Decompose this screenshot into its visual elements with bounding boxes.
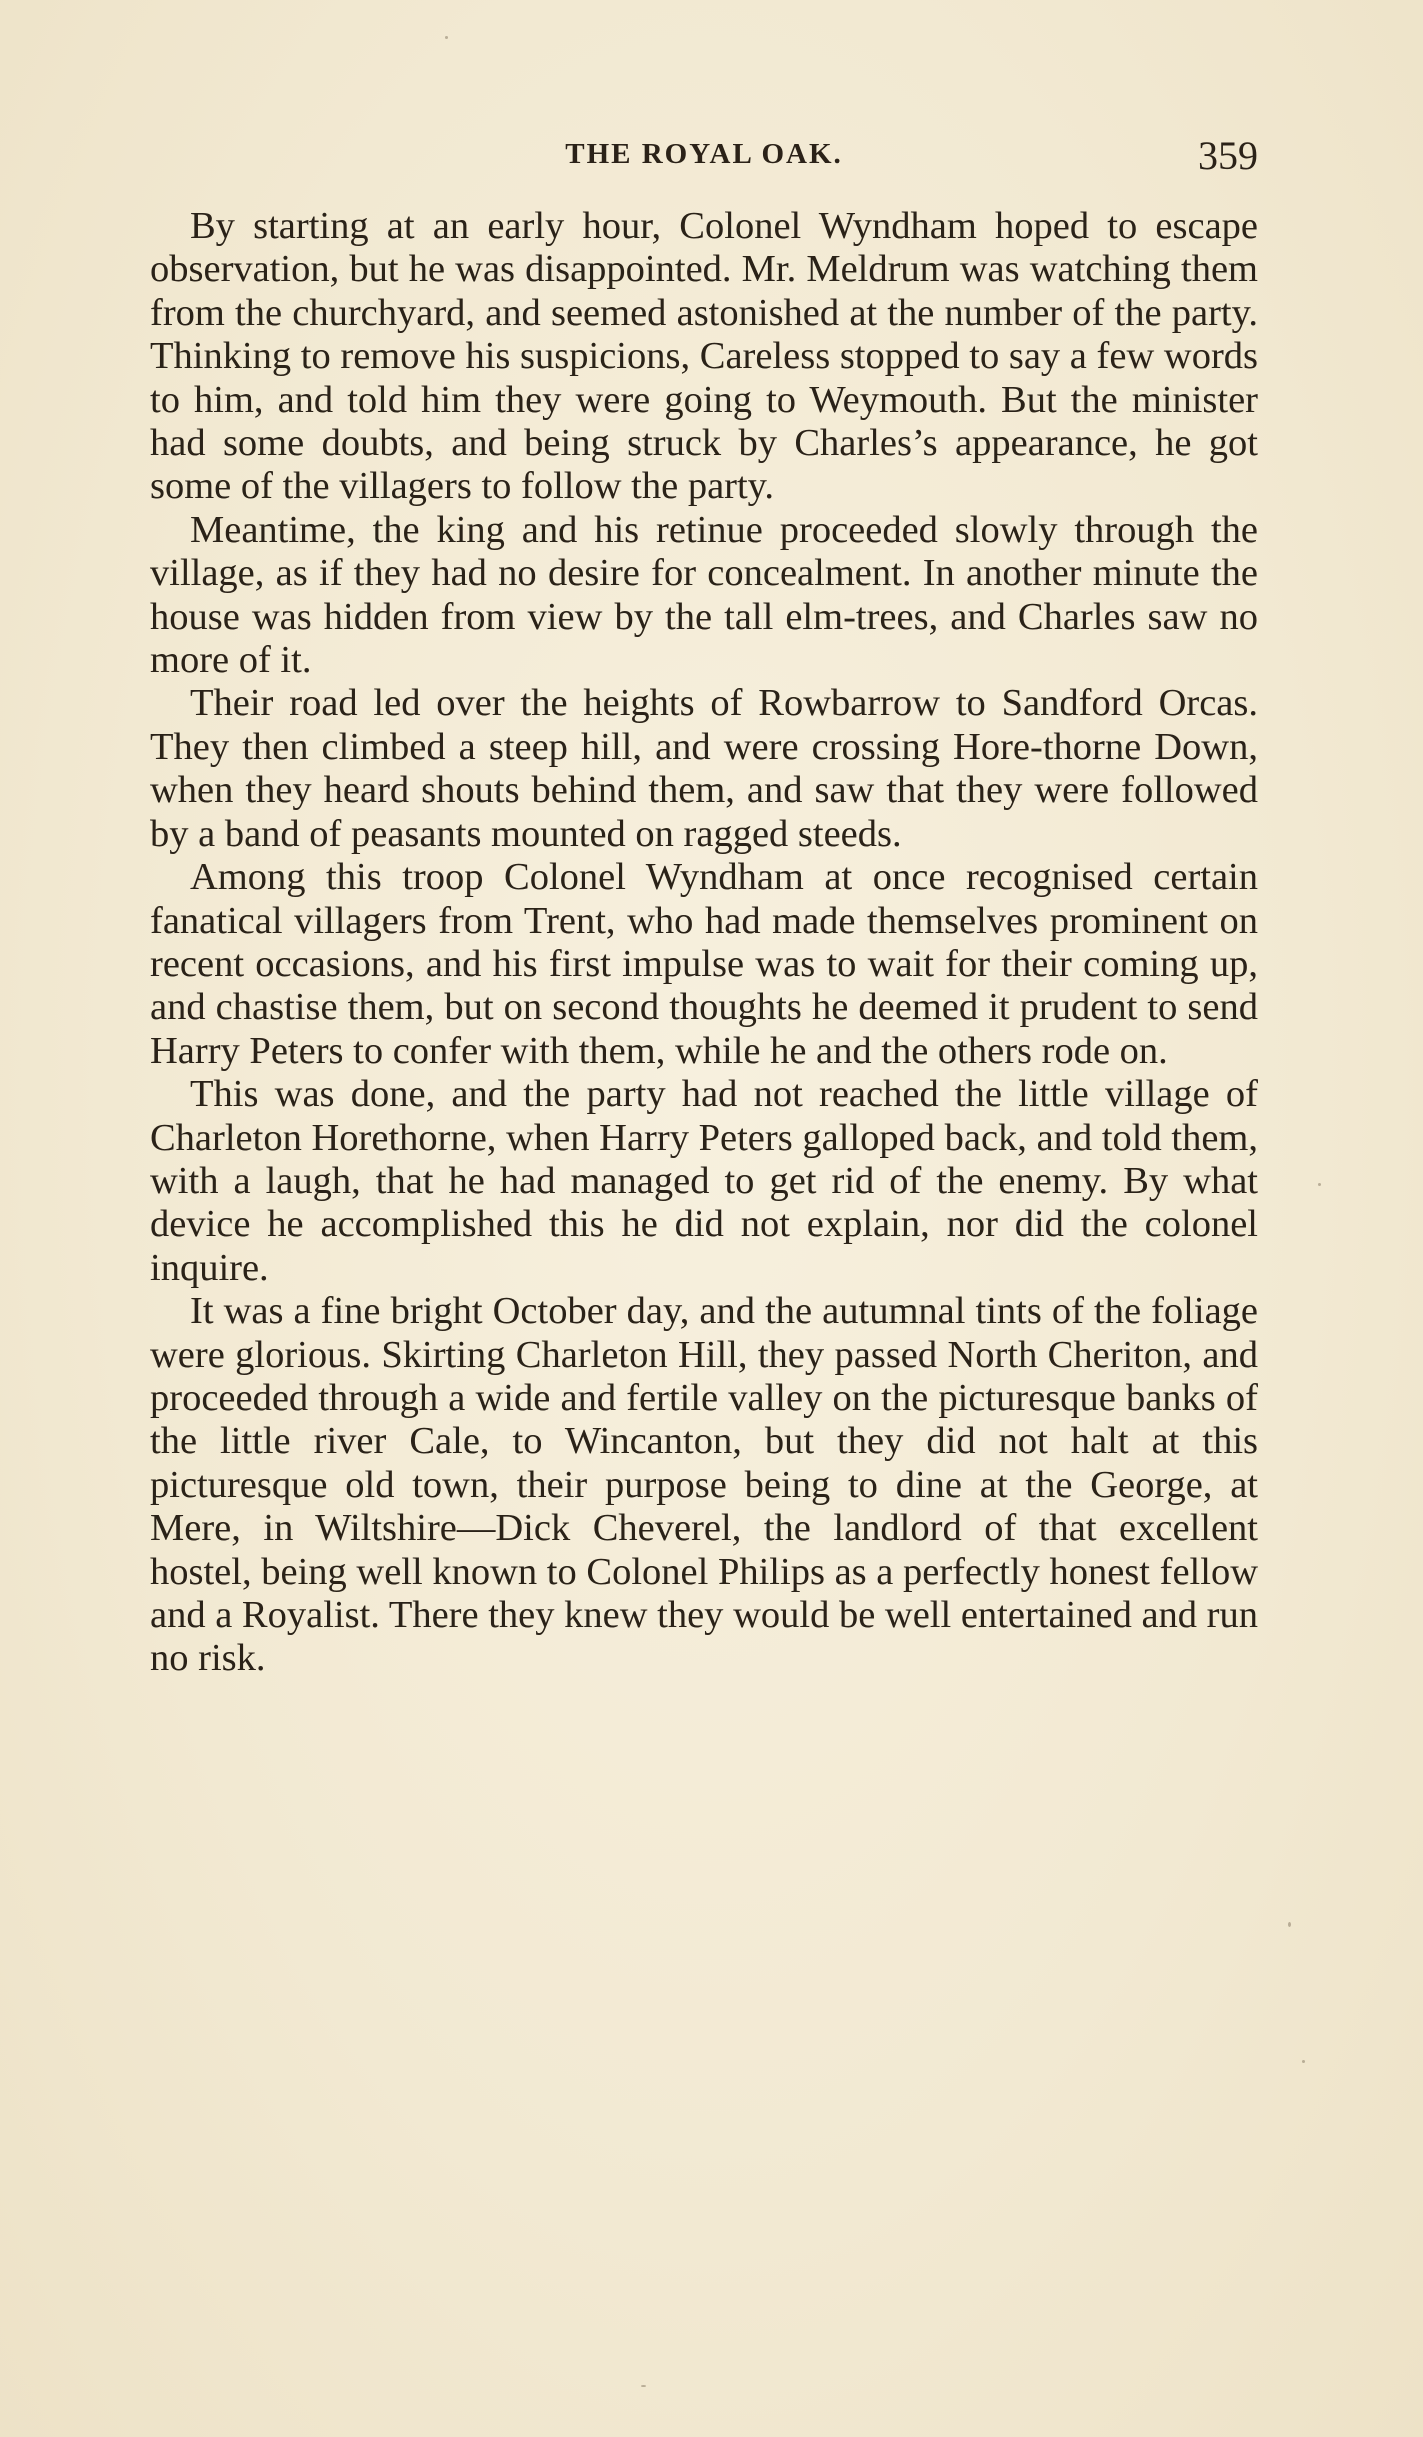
paper-speck	[1318, 1183, 1321, 1186]
body-text	[150, 205, 1258, 1681]
running-head	[150, 132, 1258, 182]
paragraph: This was done, and the party had not reached the little village of Charleton Horethorne, when Harry Peters galloped back, and told them, with a laugh, that he had managed to get rid of the enemy. By what device he accomplished this he did not explain, nor did the colonel inquire.	[150, 1073, 1258, 1289]
paper-speck	[1302, 2060, 1305, 2063]
paragraph: By starting at an early hour, Colonel Wyndham hoped to escape observation, but he was disappointed. Mr. Meldrum was watching them from the churchyard, and seemed astonished at the number of the party. Thinking to remove his suspicions, Careless stopped to say a few words to him, and told him they were going to Weymouth. But the minister had some doubts, and being struck by Charles’s appearance, he got some of the villagers to follow the party.	[150, 205, 1258, 508]
paper-speck	[641, 2385, 646, 2387]
paragraph: Meantime, the king and his retinue proceeded slowly through the village, as if they had no desire for concealment. In another minute the house was hidden from view by the tall elm-trees, and Charles saw no more of it.	[150, 508, 1258, 682]
paragraph: Among this troop Colonel Wyndham at once recognised certain fanatical villagers from Trent, who had made themselves prominent on recent occasions, and his first impulse was to wait for their coming up, and chastise them, but on second thoughts he deemed it prudent to send Harry Peters to confer with them, while he and the others rode on.	[150, 856, 1258, 1072]
paragraph: It was a fine bright October day, and the autumnal tints of the foliage were glorious. Skirting Charleton Hill, they passed North Cheriton, and proceeded through a wide and fertile valley on the picturesque banks of the little river Cale, to Wincanton, but they did not halt at this picturesque old town, their purpose being to dine at the George, at Mere, in Wiltshire—Dick Cheverel, the landlord of that excellent hostel, being well known to Colonel Philips as a perfectly honest fellow and a Royalist. There they knew they would be well entertained and run no risk.	[150, 1290, 1258, 1680]
running-title: THE ROYAL OAK.	[565, 138, 843, 170]
paragraph: Their road led over the heights of Rowbarrow to Sandford Orcas. They then climbed a steep hill, and were crossing Hore-thorne Down, when they heard shouts behind them, and saw that they were followed by a band of peasants mounted on ragged steeds.	[150, 682, 1258, 855]
page-number: 359	[1198, 133, 1258, 178]
paper-speck	[445, 36, 448, 39]
paper-speck	[1288, 1922, 1291, 1927]
